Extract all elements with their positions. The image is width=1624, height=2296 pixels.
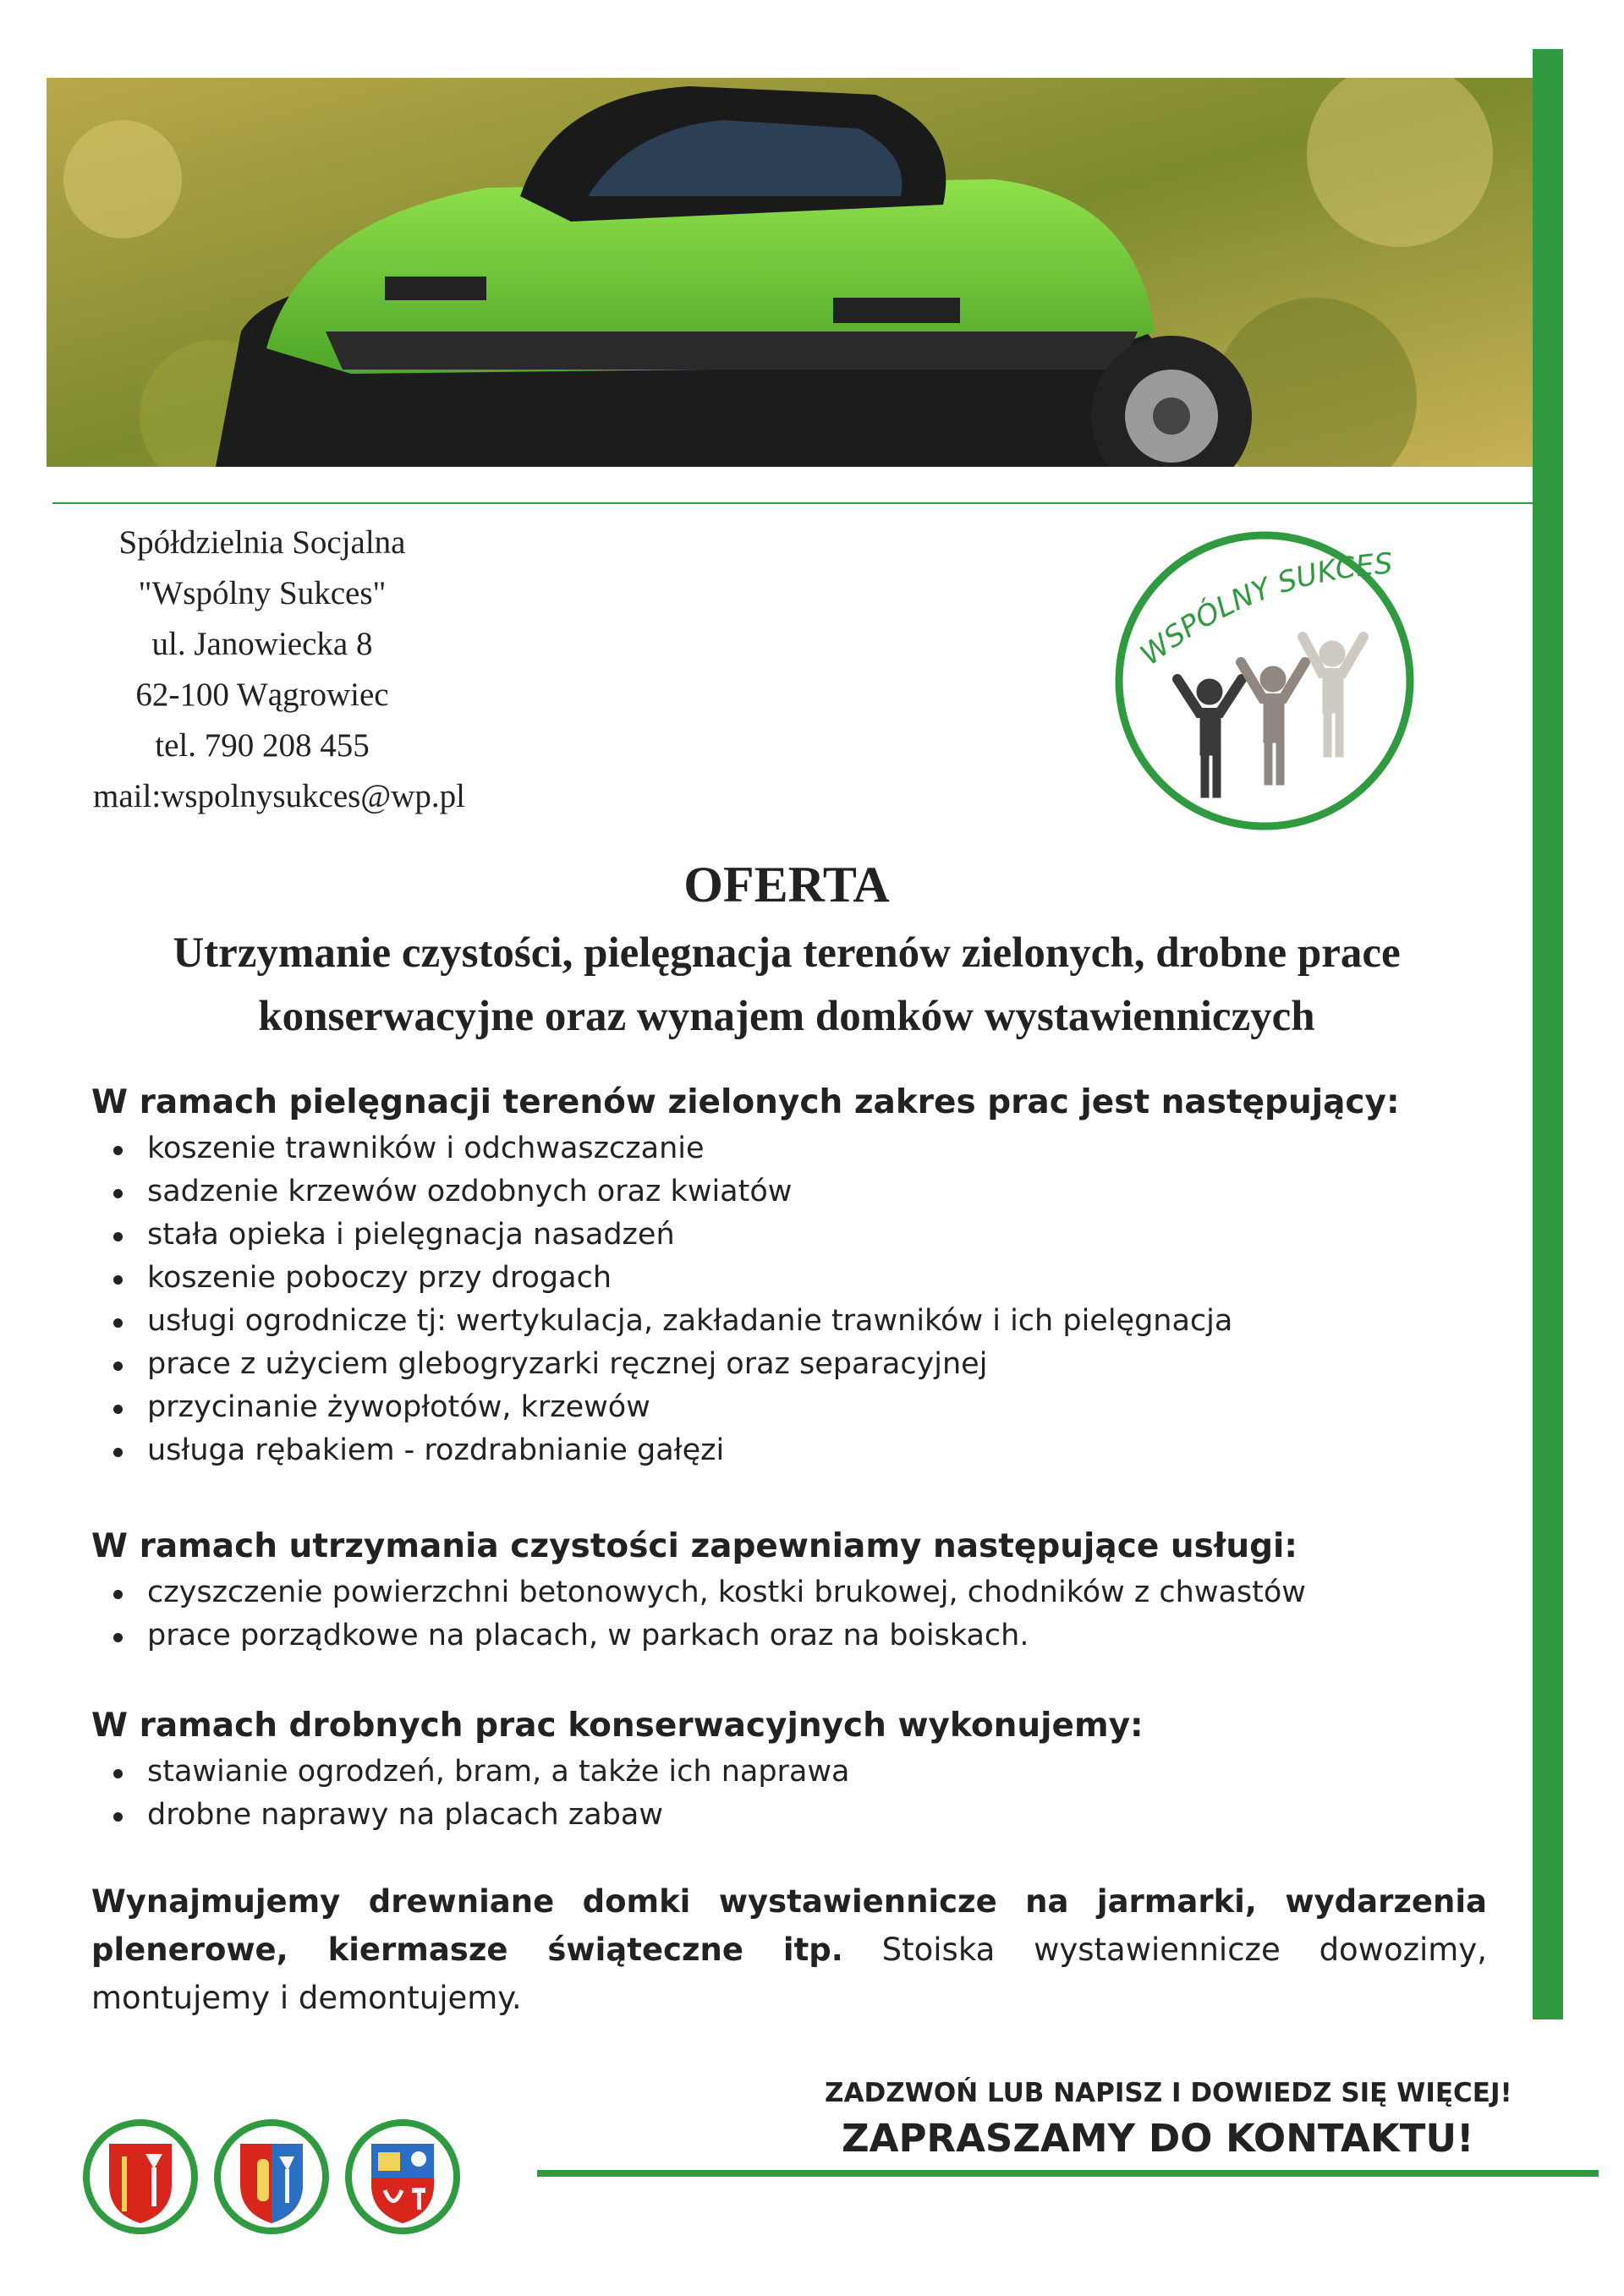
cta-line2: ZAPRASZAMY DO KONTAKTU! bbox=[842, 2116, 1474, 2161]
list-item: drobne naprawy na placach zabaw bbox=[91, 1794, 1495, 1837]
list-item: prace z użyciem glebogryzarki ręcznej oraz separacyjnej bbox=[91, 1343, 1495, 1386]
offer-subtitle-line1: Utrzymanie czystości, pielęgnacja terenów zielonych, drobne prace bbox=[173, 929, 1401, 977]
green-care-heading: W ramach pielęgnacji terenów zielonych zakres prac jest następujący: bbox=[91, 1083, 1400, 1121]
list-item: przycinanie żywopłotów, krzewów bbox=[91, 1386, 1495, 1429]
maintenance-heading: W ramach drobnych prac konserwacyjnych wykonujemy: bbox=[91, 1707, 1144, 1745]
list-item: usługi ogrodnicze tj: wertykulacja, zakładanie trawników i ich pielęgnacja bbox=[91, 1300, 1495, 1343]
bullet-icon bbox=[113, 1405, 123, 1414]
cta-line1: ZADZWOŃ LUB NAPISZ I DOWIEDZ SIĘ WIĘCEJ! bbox=[825, 2078, 1512, 2108]
bullet-icon bbox=[113, 1448, 123, 1457]
rental-paragraph bbox=[91, 1877, 1487, 2022]
maintenance-section bbox=[91, 1701, 1495, 1837]
list-item: stała opieka i pielęgnacja nasadzeń bbox=[91, 1214, 1495, 1257]
offer-title: OFERTA bbox=[683, 857, 890, 912]
address-block bbox=[93, 518, 465, 822]
bullet-icon bbox=[113, 1769, 123, 1778]
postal-city: 62-100 Wągrowiec bbox=[135, 677, 389, 713]
org-name: "Wspólny Sukces" bbox=[138, 575, 387, 611]
top-divider bbox=[52, 502, 1533, 504]
bullet-icon bbox=[113, 1812, 123, 1822]
logo-text: WSPÓLNY SUKCES bbox=[1133, 546, 1394, 672]
cleaning-section bbox=[91, 1522, 1495, 1658]
bullet-icon bbox=[113, 1189, 123, 1198]
bullet-icon bbox=[113, 1318, 123, 1328]
right-green-bar bbox=[1533, 49, 1563, 2019]
offer-subtitle-line2: konserwacyjne oraz wynajem domków wystawienniczych bbox=[258, 993, 1315, 1040]
bullet-icon bbox=[113, 1633, 123, 1642]
coat-of-arms-icon bbox=[344, 2118, 461, 2235]
coat-of-arms-icon bbox=[213, 2118, 330, 2235]
rental-normal: Stoiska wystawiennicze dowozimy, montujemy i demontujemy. bbox=[91, 1932, 1487, 2016]
bullet-icon bbox=[113, 1146, 123, 1155]
bullet-icon bbox=[113, 1362, 123, 1371]
bullet-icon bbox=[113, 1232, 123, 1241]
list-item: usługa rębakiem - rozdrabnianie gałęzi bbox=[91, 1429, 1495, 1472]
email: mail:wspolnysukces@wp.pl bbox=[93, 778, 465, 814]
rental-bold: Wynajmujemy drewniane domki wystawiennicze na jarmarki, wydarzenia plenerowe, kiermasze świąteczne itp. bbox=[91, 1883, 1487, 1968]
list-item: prace porządkowe na placach, w parkach oraz na boiskach. bbox=[91, 1614, 1495, 1658]
green-care-list bbox=[91, 1127, 1495, 1472]
offer-subtitle bbox=[93, 922, 1480, 1049]
list-item: czyszczenie powierzchni betonowych, kostki brukowej, chodników z chwastów bbox=[91, 1571, 1495, 1614]
bottom-divider bbox=[537, 2170, 1599, 2177]
list-item: koszenie poboczy przy drogach bbox=[91, 1257, 1495, 1300]
list-item: koszenie trawników i odchwaszczanie bbox=[91, 1127, 1495, 1170]
list-item: stawianie ogrodzeń, bram, a także ich naprawa bbox=[91, 1751, 1495, 1794]
phone: tel. 790 208 455 bbox=[155, 727, 370, 764]
cleaning-list bbox=[91, 1571, 1495, 1658]
list-item: sadzenie krzewów ozdobnych oraz kwiatów bbox=[91, 1170, 1495, 1214]
wspolny-sukces-logo bbox=[1100, 523, 1429, 840]
coat-of-arms-icon bbox=[82, 2118, 199, 2235]
bullet-icon bbox=[113, 1590, 123, 1599]
lawn-mower-photo bbox=[47, 78, 1533, 467]
bullet-icon bbox=[113, 1275, 123, 1285]
green-care-section bbox=[91, 1078, 1495, 1472]
street: ul. Janowiecka 8 bbox=[151, 626, 373, 662]
maintenance-list bbox=[91, 1751, 1495, 1837]
cleaning-heading: W ramach utrzymania czystości zapewniamy następujące usługi: bbox=[91, 1527, 1298, 1565]
org-type: Spółdzielnia Socjalna bbox=[118, 524, 406, 561]
